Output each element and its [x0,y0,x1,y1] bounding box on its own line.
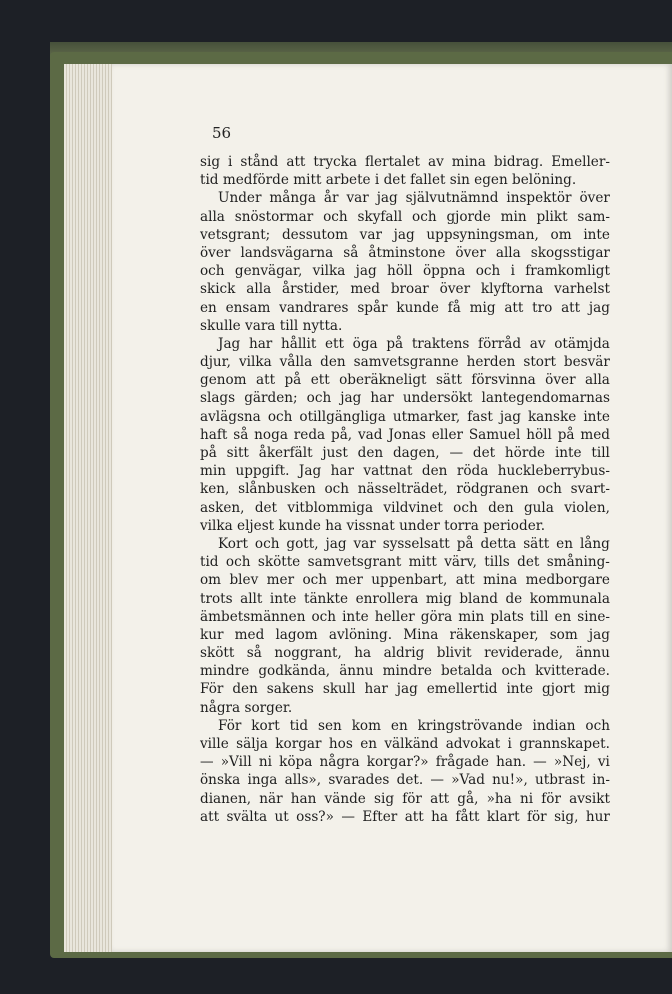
text-line: alla snöstormar och skyfall och gjorde min plikt sam- [200,208,610,225]
text-line: asken, det vitblommiga vildvinet och den gula violen, [200,499,610,516]
text-line: mindre godkända, ännu mindre betalda och kvitterade. [200,663,610,680]
text-line: om blev mer och mer uppenbart, att mina medborgare [200,572,610,589]
text-line: vilka eljest kunde ha vissnat under torra perioder. [200,517,546,534]
text-line: — »Vill ni köpa några korgar?» frågade han. — »Nej, vi [200,754,610,771]
text-line: önska inga alls», svarades det. — »Vad nu!», utbrast in- [200,772,610,789]
text-line: ville sälja korgar hos en välkänd advokat i grannskapet. [200,736,610,752]
text-line: slags gärden; och jag har undersökt lantegendomarnas [200,390,610,407]
text-line: haft så noga reda på, vad Jonas eller Samuel höll på med [200,426,610,443]
text-line: djur, vilka vålla den samvetsgranne herden stort besvär [200,354,610,371]
text-line: Under många år var jag självutnämnd inspektör över [218,190,610,207]
text-line: skick alla årstider, med broar över klyftorna varhelst [200,281,610,298]
body-text [200,153,610,826]
text-line: över landsvägarna så åtminstone över alla skogsstigar [200,244,610,261]
text-line: och genvägar, vilka jag höll öppna och i framkomligt [200,263,610,280]
text-line: vetsgrant; dessutom var jag uppsyningsman, om inte [200,226,610,243]
page-number: 56 [212,124,232,142]
text-line: För den sakens skull har jag emellertid inte gjort mig [200,681,610,698]
text-line: tid medförde mitt arbete i det fallet sin egen belöning. [200,172,577,189]
text-line: För kort tid sen kom en kringströvande indian och [218,717,610,734]
text-line: en ensam vandrares spår kunde få mig att tro att jag [200,299,610,316]
text-line: avlägsna och otillgängliga utmarker, fast jag kanske inte [200,408,610,425]
text-line: skött så noggrant, ha aldrig blivit reviderade, ännu [200,645,610,662]
text-line: ken, slånbusken och nässelträdet, rödgranen och svart- [200,481,610,498]
text-line: skulle vara till nytta. [200,317,343,334]
text-line: trots allt inte tänkte enrollera mig bland de kommunala [200,590,610,607]
text-line: min uppgift. Jag har vattnat den röda huckleberrybus- [200,463,610,480]
text-line: genom att på ett oberäkneligt sätt försvinna över alla [200,372,610,389]
page-stack-edges [64,64,114,952]
text-line: kur med lagom avlöning. Mina räkenskaper, som jag [200,626,610,643]
text-line: Jag har hållit ett öga på traktens förråd av otämjda [218,335,610,352]
text-line: på sitt åkerfält just den dagen, — det hörde inte till [200,445,610,461]
text-line: dianen, när han vände sig för att gå, »ha ni för avsikt [200,790,610,807]
text-line: ämbetsmännen och inte heller göra min plats till en sine- [200,608,610,625]
text-line: Kort och gott, jag var sysselsatt på detta sätt en lång [218,535,610,552]
text-line: att svälta ut oss?» — Efter att ha fått klart för sig, hur [200,808,610,825]
text-line: sig i stånd att trycka flertalet av mina bidrag. Emeller- [200,154,610,170]
text-line: tid och skötte samvetsgrant mitt värv, tills det småning- [200,554,610,571]
text-line: några sorger. [200,699,293,716]
